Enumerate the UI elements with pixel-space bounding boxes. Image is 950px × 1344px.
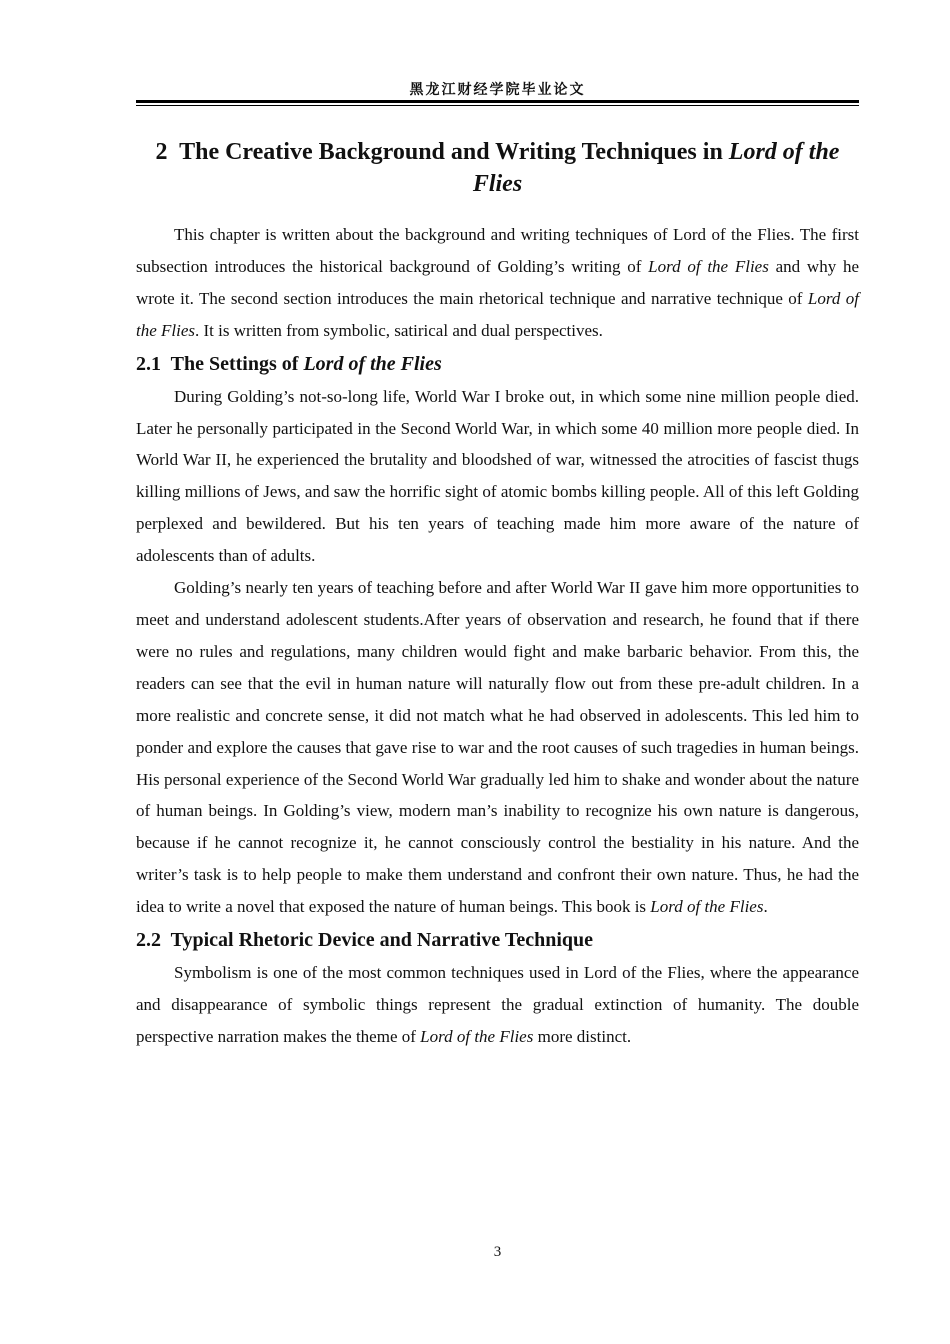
section-heading-2-1 [136, 347, 859, 381]
section-title-text: Typical Rhetoric Device and Narrative Technique [170, 929, 594, 952]
intro-text-3: . It is written from symbolic, satirical and dual perspectives. [195, 320, 603, 340]
chapter-title-italic: Lord of the Flies [472, 139, 840, 197]
rhetoric-italic: Lord of the Flies [420, 1026, 534, 1046]
section-title-text: The Settings of [170, 352, 304, 375]
settings-paragraph-2 [136, 572, 859, 923]
chapter-number: 2 [155, 139, 168, 165]
settings-paragraph-1: During Golding’s not-so-long life, World War I broke out, in which some nine million people died. Later he personally participated in the Second World War, in which some 40 million more people died. In World War II, he experienced the brutality and bloodshed of war, witnessed the atrocities of fascist thugs killing millions of Jews, and saw the horrific sight of atomic bombs killing people. All of this left Golding perplexed and bewildered. But his ten years of teaching made him more aware of the nature of adolescents than of adults. [136, 386, 859, 566]
settings-paragraph-2-end: . [763, 897, 768, 917]
page-number: 3 [493, 1244, 502, 1260]
section-number: 2.1 [136, 352, 161, 375]
header-rule-thin [136, 105, 859, 106]
intro-paragraph [136, 219, 859, 347]
rhetoric-paragraph [136, 957, 859, 1053]
section-heading-2-2 [136, 923, 859, 957]
chapter-title [136, 136, 859, 200]
section-title-italic: Lord of the Flies [303, 352, 442, 375]
header-rule-thick [136, 100, 859, 103]
settings-paragraph-2-italic: Lord of the Flies [650, 897, 764, 917]
intro-text-1: This chapter is written about the background and writing techniques of Lord of the Flies. The first subsection introduces the historical background of Golding’s writing of [136, 225, 859, 276]
rhetoric-text-1: Symbolism is one of the most common techniques used in Lord of the Flies, where the appearance and disappearance of symbolic things represent the gradual extinction of humanity. The double perspective narration makes the theme of [136, 963, 859, 1046]
section-number: 2.2 [136, 929, 161, 952]
chapter-title-text: The Creative Background and Writing Techniques in [179, 139, 729, 165]
intro-text-2: and why he wrote it. The second section introduces the main rhetorical technique and narrative technique of [136, 256, 859, 308]
intro-italic-1: Lord of the Flies [648, 256, 769, 276]
rhetoric-text-2: more distinct. [533, 1026, 632, 1046]
running-header: 黑龙江财经学院毕业论文 [409, 82, 586, 98]
intro-italic-2: Lord of the Flies [136, 288, 859, 340]
body-content [136, 219, 859, 1053]
settings-paragraph-2-text: Golding’s nearly ten years of teaching before and after World War II gave him more opportunities to meet and understand adolescent students.After years of observation and research, he found that if there were no rules and regulations, many children would fight and make barbaric behavior. From this, the readers can see that the evil in human nature will naturally flow out from these pre-adult children. In a more realistic and concrete sense, it did not match what he had observed in adolescents. This led him to ponder and explore the causes that gave rise to war and the root causes of such tragedies in human beings. His personal experience of the Second World War gradually led him to shake and wonder about the nature of human beings. In Golding’s view, modern man’s inability to recognize his own nature is dangerous, because if he cannot recognize it, he cannot consciously control the bestiality in his nature. And the writer’s task is to help people to make them understand and confront their own nature. Thus, he had the idea to write a novel that exposed the nature of human beings. This book is [136, 578, 859, 917]
